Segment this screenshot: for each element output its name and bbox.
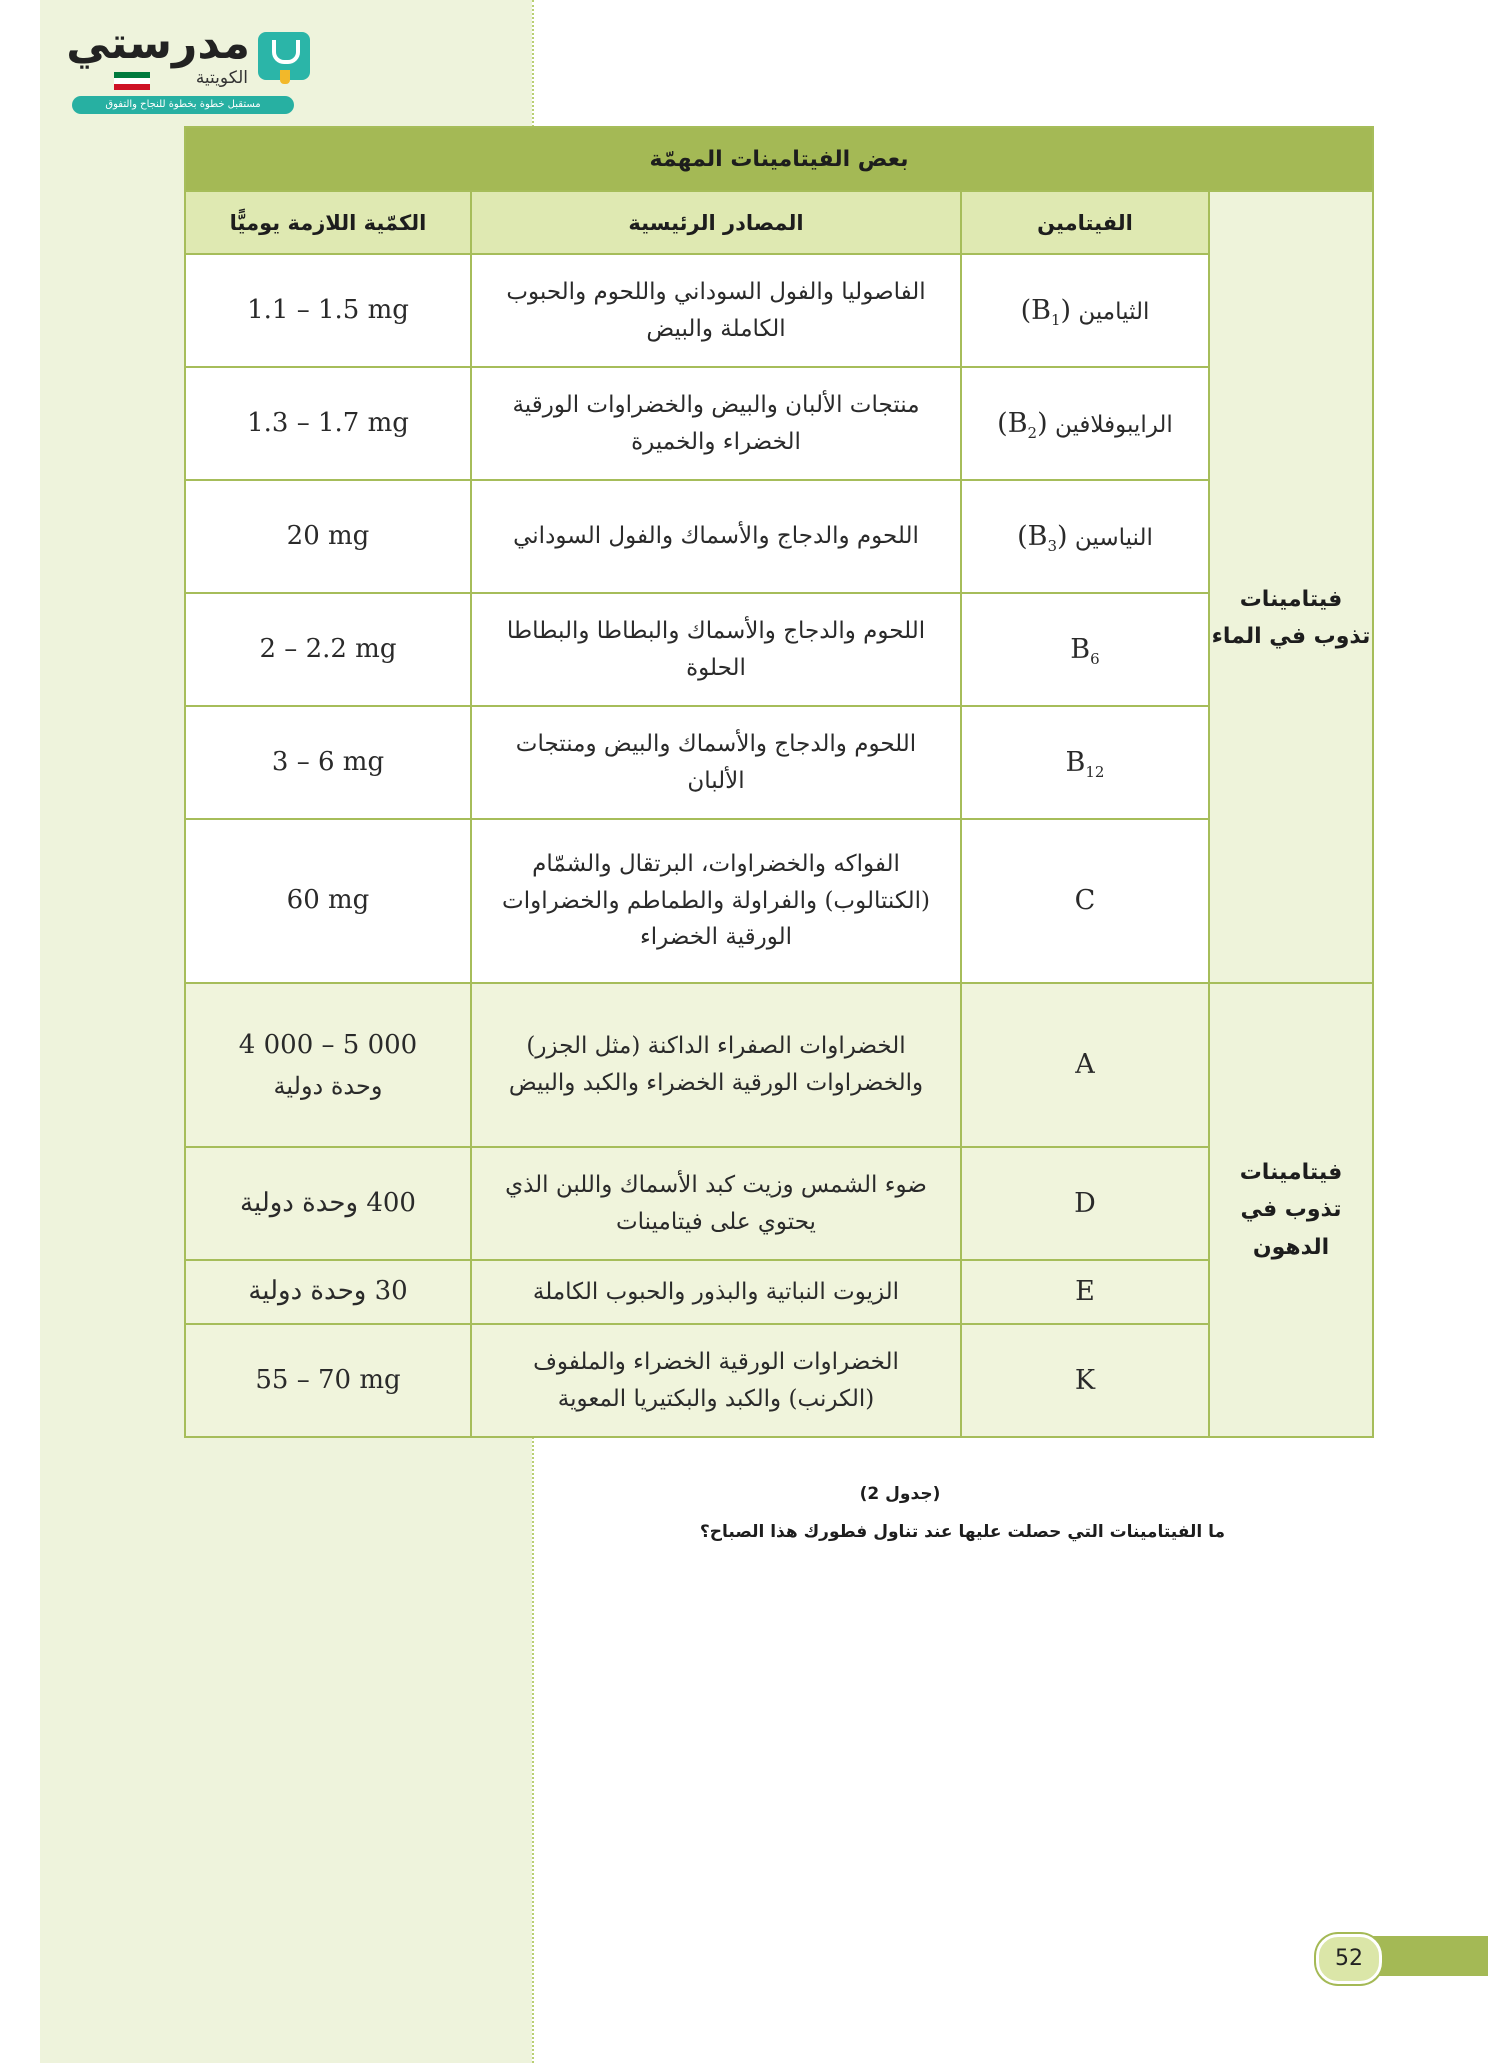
sources-cell: الخضراوات الصفراء الداكنة (مثل الجزر) والخضراوات الورقية الخضراء والكبد والبيض — [471, 983, 961, 1147]
vitamin-cell — [961, 983, 1209, 1147]
publisher-logo — [66, 18, 310, 120]
vitamin-letter: B — [1070, 633, 1091, 665]
vitamin-letter: D — [1074, 1187, 1096, 1219]
page-number: 52 — [1316, 1934, 1382, 1984]
amount-cell — [185, 1147, 471, 1260]
table-row — [185, 983, 1373, 1147]
table-title: بعض الفيتامينات المهمّة — [185, 127, 1373, 191]
amount-value: 20 mg — [286, 520, 370, 551]
vitamin-code — [1075, 885, 1096, 916]
vitamin-letter: B — [1031, 294, 1051, 326]
amount-cell — [185, 593, 471, 706]
vitamin-cell — [961, 480, 1209, 593]
amount-value: 55 – 70 mg — [255, 1364, 401, 1395]
group-header-empty — [1209, 191, 1373, 254]
amount-value: 1.1 – 1.5 mg — [247, 294, 409, 325]
sources-cell: اللحوم والدجاج والأسماك والبطاطا والبطاطا الحلوة — [471, 593, 961, 706]
group-fat-soluble: فيتامينات تذوب في الدهون — [1209, 983, 1373, 1437]
amount-value: 4 000 – 5 000 — [238, 1030, 418, 1060]
vitamin-subscript: 1 — [1050, 310, 1061, 329]
amount-value: 1.3 – 1.7 mg — [247, 407, 409, 438]
header-sources: المصادر الرئيسية — [471, 191, 961, 254]
vitamin-cell — [961, 593, 1209, 706]
table-row — [185, 480, 1373, 593]
table-row — [185, 1324, 1373, 1437]
logo-name: مدرستي — [66, 18, 250, 69]
table-header-row — [185, 191, 1373, 254]
amount-value: 30 وحدة دولية — [248, 1276, 408, 1307]
vitamins-table-body — [185, 127, 1373, 1437]
kuwait-flag-icon — [114, 72, 150, 90]
vitamin-cell — [961, 367, 1209, 480]
vitamin-code — [1075, 1049, 1095, 1080]
table-row — [185, 1147, 1373, 1260]
question-text: ما الفيتامينات التي حصلت عليها عند تناول فطورك هذا الصباح؟ — [699, 1522, 1225, 1542]
sources-cell: الزيوت النباتية والبذور والحبوب الكاملة — [471, 1260, 961, 1324]
amount-cell — [185, 983, 471, 1147]
vitamin-name: الثيامين — [1078, 298, 1150, 325]
vitamin-code: $(B_1)$ — [1020, 294, 1072, 329]
vitamin-letter: B — [1065, 746, 1086, 778]
vitamin-code — [1075, 1365, 1095, 1396]
amount-cell — [185, 1260, 471, 1324]
amount-value: 3 – 6 mg — [271, 746, 385, 777]
amount-value: 400 وحدة دولية — [240, 1187, 416, 1218]
sources-cell: اللحوم والدجاج والأسماك والبيض ومنتجات الألبان — [471, 706, 961, 819]
vitamin-code — [1074, 1188, 1096, 1219]
amount-cell — [185, 706, 471, 819]
logo-tagline: مستقبل خطوة بخطوة للنجاح والتفوق — [72, 96, 294, 114]
vitamin-code — [1070, 633, 1100, 668]
vitamin-code: $(B_3)$ — [1017, 520, 1068, 555]
vitamin-cell — [961, 1260, 1209, 1324]
amount-value: 2 – 2.2 mg — [259, 633, 397, 664]
vitamin-subscript: 6 — [1090, 649, 1100, 668]
vitamin-subscript: 2 — [1027, 423, 1038, 442]
table-row — [185, 819, 1373, 983]
sources-cell: الفاصوليا والفول السوداني واللحوم والحبوب الكاملة والبيض — [471, 254, 961, 367]
vitamin-letter: E — [1075, 1276, 1095, 1308]
table-row — [185, 367, 1373, 480]
group-water-soluble: فيتامينات تذوب في الماء — [1209, 254, 1373, 983]
vitamin-code: $(B_2)$ — [997, 407, 1048, 442]
sources-cell: اللحوم والدجاج والأسماك والفول السوداني — [471, 480, 961, 593]
table-row — [185, 706, 1373, 819]
vitamin-letter: B — [1027, 520, 1048, 552]
vitamin-letter: A — [1075, 1049, 1095, 1081]
vitamins-table — [184, 126, 1374, 1438]
vitamin-letter: C — [1074, 885, 1096, 917]
vitamin-cell — [961, 1324, 1209, 1437]
amount-cell — [185, 1324, 471, 1437]
table-row — [185, 254, 1373, 367]
sources-cell: الخضراوات الورقية الخضراء والملفوف (الكرنب) والكبد والبكتيريا المعوية — [471, 1324, 961, 1437]
page-number-bar — [1372, 1936, 1488, 1976]
table-caption: (جدول 2) — [859, 1484, 941, 1504]
sources-cell: ضوء الشمس وزيت كبد الأسماك واللبن الذي يحتوي على فيتامينات — [471, 1147, 961, 1260]
vitamin-letter: B — [1007, 407, 1028, 439]
vitamin-name: الرايبوفلافين — [1054, 411, 1173, 438]
vitamin-letter: K — [1074, 1364, 1096, 1396]
logo-country: الكويتية — [195, 68, 248, 88]
vitamin-code — [1065, 746, 1105, 781]
amount-cell — [185, 254, 471, 367]
sources-cell: الفواكه والخضراوات، البرتقال والشمّام (الكنتالوب) والفراولة والطماطم والخضراوات الورقية الخضراء — [471, 819, 961, 983]
amount-value: 60 mg — [286, 885, 370, 916]
vitamin-code — [1075, 1276, 1095, 1307]
logo-mark-icon — [258, 32, 310, 80]
sources-cell: منتجات الألبان والبيض والخضراوات الورقية الخضراء والخميرة — [471, 367, 961, 480]
header-vitamin: الفيتامين — [961, 191, 1209, 254]
table-title-row — [185, 127, 1373, 191]
vitamin-cell — [961, 1147, 1209, 1260]
amount-unit: وحدة دولية — [273, 1071, 383, 1100]
table-row — [185, 593, 1373, 706]
vitamin-subscript: 3 — [1047, 536, 1058, 555]
amount-cell — [185, 367, 471, 480]
vitamin-subscript: 12 — [1085, 762, 1105, 781]
vitamin-cell — [961, 254, 1209, 367]
vitamin-name: النياسين — [1074, 524, 1153, 551]
table-row — [185, 1260, 1373, 1324]
amount-cell — [185, 480, 471, 593]
amount-cell — [185, 819, 471, 983]
vitamin-cell — [961, 706, 1209, 819]
vitamin-cell — [961, 819, 1209, 983]
header-amount: الكمّية اللازمة يوميًّا — [185, 191, 471, 254]
